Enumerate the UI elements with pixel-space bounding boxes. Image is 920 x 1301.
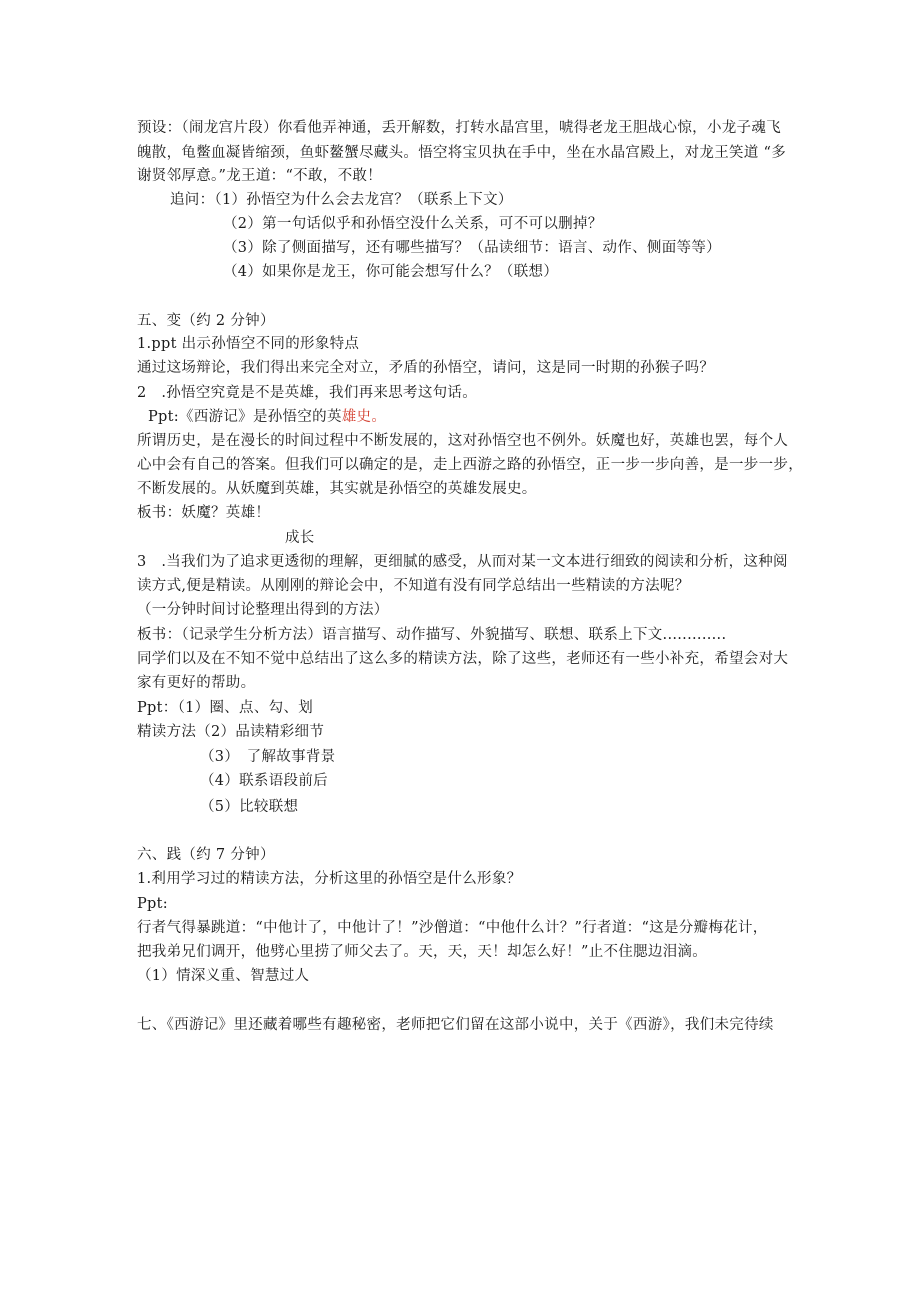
section-5-heading: 五、变（约 2 分钟） [137, 313, 275, 329]
blackboard-1: 板书：妖魔？英雄！ [137, 505, 271, 521]
section-5-item-1: 1.ppt 出示孙悟空不同的形象特点 [137, 336, 360, 352]
summary-line-2: 家有更好的帮助。 [137, 675, 256, 691]
ppt-hero-history-red: 雄史。 [341, 409, 387, 425]
summary-line-1: 同学们以及在不知不觉中总结出了这么多的精读方法，除了这些，老师还有一些小补充，希望会对大 [137, 651, 789, 667]
preset-line-2: 魄散，龟鳖血凝皆缩颈，鱼虾鳌蟹尽藏头。悟空将宝贝执在手中，坐在水晶宫殿上，对龙王笑道 “多 [137, 145, 787, 161]
follow-up-question-4: （4）如果你是龙王，你可能会想写什么？（联想） [223, 264, 559, 280]
quote-line-2: 把我弟兄们调开，他劈心里捞了师父去了。天，天，天！却怎么好！”止不住腮边泪滴。 [137, 944, 708, 960]
method-2: 精读方法（2）品读精彩细节 [137, 724, 325, 740]
method-5: （5）比较联想 [200, 799, 299, 815]
blackboard-2: 板书：（记录学生分析方法）语言描写、动作描写、外貌描写、联想、联系上下文............. [137, 627, 727, 643]
follow-up-question-1: 追问：（1）孙悟空为什么会去龙宫？（联系上下文） [170, 192, 513, 208]
discussion-note: （一分钟时间讨论整理出得到的方法） [137, 602, 389, 618]
preset-line-1: 预设：（闹龙宫片段）你看他弄神通，丢开解数，打转水晶宫里，唬得老龙王胆战心惊，小龙子魂飞 [137, 120, 781, 136]
quote-line-1: 行者气得暴跳道：“中他计了，中他计了！”沙僧道：“中他什么计？”行者道：“这是分瓣梅花计， [137, 920, 768, 936]
method-3: （3） 了解故事背景 [200, 749, 336, 765]
ppt-hero-history-prefix: Ppt:《西游记》是孙悟空的英 [148, 409, 342, 425]
section-5-item-2: 2 .孙悟空究竟是不是英雄，我们再来思考这句话。 [137, 385, 478, 401]
section-6-heading: 六、践（约 7 分钟） [137, 847, 275, 863]
section-6-ppt: Ppt: [137, 896, 168, 912]
section-5-item-3-line-1: 3 .当我们为了追求更透彻的理解，更细腻的感受，从而对某一文本进行细致的阅读和分析，这种阅 [137, 554, 788, 570]
blackboard-growth: 成长 [285, 530, 315, 546]
method-4: （4）联系语段前后 [200, 773, 328, 789]
paragraph-line-1: 所谓历史，是在漫长的时间过程中不断发展的，这对孙悟空也不例外。妖魔也好，英雄也罢，每个人 [137, 433, 789, 449]
section-5-item-1-text: 通过这场辩论，我们得出来完全对立，矛盾的孙悟空，请问，这是同一时期的孙猴子吗？ [137, 360, 715, 376]
follow-up-question-2: （2）第一句话似乎和孙悟空没什么关系，可不可以删掉？ [223, 216, 603, 232]
preset-line-3: 谢贤邻厚意。”龙王道：“不敢，不敢！ [137, 168, 382, 184]
follow-up-question-3: （3）除了侧面描写，还有哪些描写？（品读细节：语言、动作、侧面等等） [223, 240, 721, 256]
section-6-item-1: 1.利用学习过的精读方法，分析这里的孙悟空是什么形象？ [137, 871, 522, 887]
section-7-text: 七、《西游记》里还藏着哪些有趣秘密，老师把它们留在这部小说中，关于《西游》，我们未完待续 [137, 1017, 774, 1033]
ppt-methods: Ppt：（1）圈、点、勾、划 [137, 700, 314, 716]
paragraph-line-2: 心中会有自己的答案。但我们可以确定的是，走上西游之路的孙悟空，正一步一步向善，是一步一步， [137, 457, 803, 473]
ppt-hero-history [148, 407, 386, 427]
paragraph-line-3: 不断发展的。从妖魔到英雄，其实就是孙悟空的英雄发展史。 [137, 481, 537, 497]
section-6-answer: （1）情深义重、智慧过人 [137, 968, 310, 984]
section-5-item-3-line-2: 读方式,便是精读。从刚刚的辩论会中，不知道有没有同学总结出一些精读的方法呢？ [137, 578, 690, 594]
